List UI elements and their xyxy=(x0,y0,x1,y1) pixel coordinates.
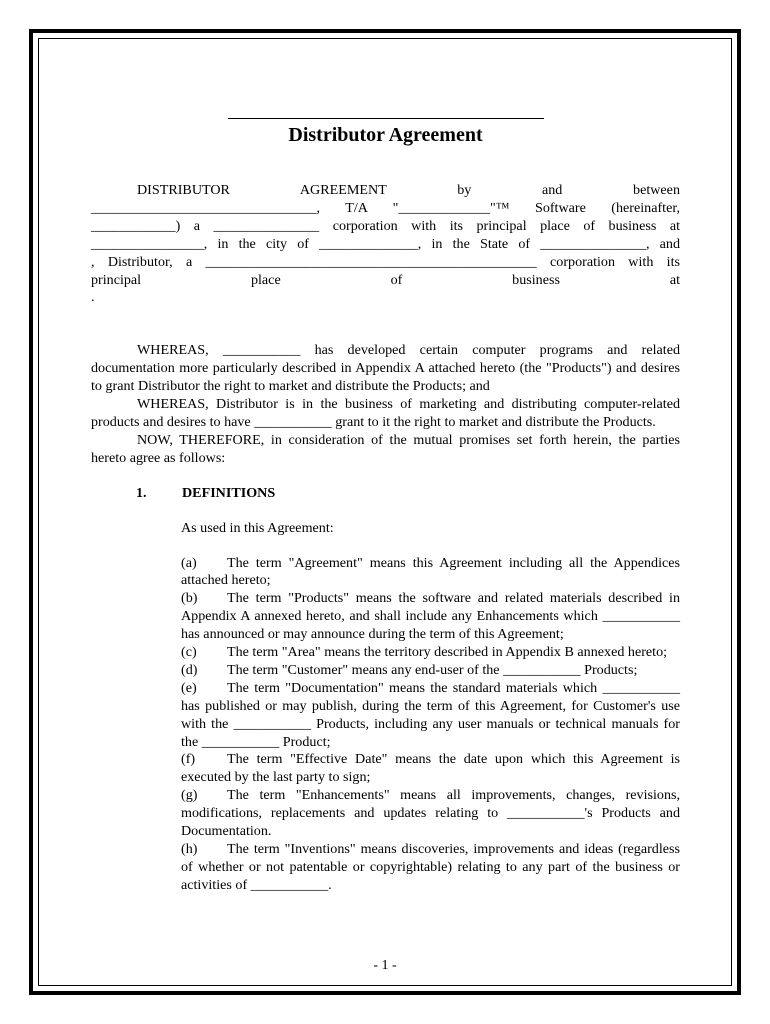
definition-label: (h) xyxy=(181,841,198,857)
definition-item xyxy=(181,841,680,895)
definition-text: The term "Documentation" means the standard materials which ___________ has published or may publish, during the term of this Agreement, for Customer's use with the ___________ Products, including any user manuals or technical manuals for the ___________ Product; xyxy=(181,679,680,750)
recital-whereas-2: WHEREAS, Distributor is in the business of marketing and distributing computer-related products and desires to have ___________ grant to it the right to market and distribute the Products. xyxy=(91,396,680,430)
definition-text: The term "Enhancements" means all improvements, changes, revisions, modifications, replacements and updates relating to ___________'s Products and Documentation. xyxy=(181,787,680,840)
definition-label: (e) xyxy=(181,679,197,696)
definition-label: (g) xyxy=(181,787,198,804)
title-rule xyxy=(228,118,544,119)
intro-line-6: principal place of business at xyxy=(91,271,680,288)
definition-text: The term "Agreement" means this Agreement including all the Appendices attached hereto; xyxy=(181,554,680,589)
definitions-lead: As used in this Agreement: xyxy=(181,519,334,536)
intro-line-2: ________________________________, T/A "_____________"™ Software (hereinafter, xyxy=(91,199,680,216)
section-title: DEFINITIONS xyxy=(182,484,276,501)
page-number: - 1 - xyxy=(373,958,397,973)
definition-text: The term "Customer" means any end-user of the ___________ Products; xyxy=(227,661,638,678)
definition-label: (f) xyxy=(181,751,196,768)
definition-label: (a) xyxy=(181,554,197,571)
definition-item xyxy=(181,590,680,644)
section-number: 1. xyxy=(136,484,147,501)
intro-line-7: . xyxy=(91,289,95,306)
recitals xyxy=(91,342,680,467)
intro-line-3: ____________) a _______________ corporation with its principal place of business at xyxy=(91,217,680,234)
intro-line-4: ________________, in the city of ______________, in the State of _______________, and xyxy=(91,235,680,252)
definition-item xyxy=(181,644,680,662)
definition-item xyxy=(181,787,680,841)
definition-label: (d) xyxy=(181,661,198,678)
definition-item xyxy=(181,680,680,752)
recital-now-therefore: NOW, THEREFORE, in consideration of the mutual promises set forth herein, the parties hereto agree as follows: xyxy=(91,431,680,466)
intro-line-1: DISTRIBUTOR AGREEMENT by and between xyxy=(137,182,680,198)
definition-label: (b) xyxy=(181,590,198,607)
definition-text: The term "Inventions" means discoveries, improvements and ideas (regardless of whether or not patentable or copyrightable) relating to any part of the business or activities of ___________. xyxy=(181,841,680,893)
document-title: Distributor Agreement xyxy=(288,124,483,146)
section-heading xyxy=(91,485,680,503)
definition-text: The term "Effective Date" means the date upon which this Agreement is executed by the last party to sign; xyxy=(181,751,680,786)
definition-text: The term "Products" means the software and related materials described in Appendix A annexed hereto, and shall include any Enhancements which ___________ has announced or may announce during the term of this Agreement; xyxy=(181,590,680,643)
definition-item xyxy=(181,555,680,591)
intro-paragraph xyxy=(91,182,680,307)
definition-text: The term "Area" means the territory described in Appendix B annexed hereto; xyxy=(227,644,668,661)
intro-line-5: , Distributor, a _______________________________________________ corporation with its xyxy=(91,253,680,270)
recital-whereas-1: WHEREAS, ___________ has developed certain computer programs and related documentation more particularly described in Appendix A attached hereto (the "Products") and desires to grant Distributor the right to market and distribute the Products; and xyxy=(91,342,680,395)
document-page xyxy=(91,105,680,895)
definition-item xyxy=(181,751,680,787)
definition-label: (c) xyxy=(181,644,197,661)
definitions-list xyxy=(181,555,680,895)
definition-item xyxy=(181,662,680,680)
